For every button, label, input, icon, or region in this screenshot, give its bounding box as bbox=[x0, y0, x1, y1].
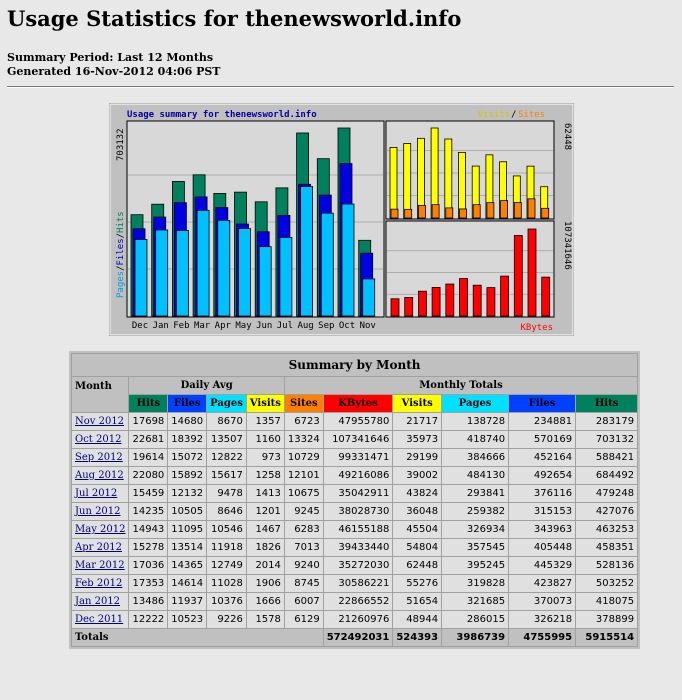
cell-d-visits: 1578 bbox=[247, 611, 284, 628]
cell-kbytes: 35042911 bbox=[324, 485, 393, 502]
sites-bar bbox=[487, 203, 494, 218]
cell-sites: 13324 bbox=[285, 431, 323, 448]
cell-d-visits: 1201 bbox=[247, 503, 284, 520]
cell-d-hits: 17353 bbox=[129, 575, 167, 592]
cell-d-hits: 13486 bbox=[129, 593, 167, 610]
cell-kbytes: 107341646 bbox=[324, 431, 393, 448]
kbytes-bar bbox=[391, 299, 399, 316]
cell-d-files: 12132 bbox=[168, 485, 206, 502]
table-row bbox=[72, 467, 637, 484]
daily-avg-header: Daily Avg bbox=[129, 377, 283, 394]
col-pages: Pages bbox=[442, 395, 508, 412]
cell-sites: 6283 bbox=[285, 521, 323, 538]
cell-d-pages: 8646 bbox=[207, 503, 246, 520]
sites-bar bbox=[418, 205, 425, 218]
cell-pages: 326934 bbox=[442, 521, 508, 538]
pages-bar bbox=[301, 187, 313, 316]
cell-sites: 9245 bbox=[285, 503, 323, 520]
sites-bar bbox=[432, 205, 439, 218]
cell-hits: 703132 bbox=[576, 431, 637, 448]
table-row bbox=[72, 575, 637, 592]
cell-visits: 45504 bbox=[393, 521, 441, 538]
sites-bar bbox=[501, 201, 508, 218]
cell-pages: 395245 bbox=[442, 557, 508, 574]
month-cell bbox=[72, 485, 128, 502]
cell-files: 376116 bbox=[509, 485, 575, 502]
month-header: Month bbox=[72, 377, 128, 412]
cell-pages: 321685 bbox=[442, 593, 508, 610]
table-row bbox=[72, 485, 637, 502]
cell-hits: 479248 bbox=[576, 485, 637, 502]
month-link[interactable]: Oct 2012 bbox=[75, 434, 122, 445]
pages-bar bbox=[239, 229, 251, 316]
cell-d-files: 14365 bbox=[168, 557, 206, 574]
cell-kbytes: 47955780 bbox=[324, 413, 393, 430]
cell-d-hits: 12222 bbox=[129, 611, 167, 628]
cell-d-pages: 10376 bbox=[207, 593, 246, 610]
month-link[interactable]: Dec 2011 bbox=[75, 614, 124, 625]
x-tick-label: Apr bbox=[214, 321, 231, 331]
cell-d-hits: 14943 bbox=[129, 521, 167, 538]
sites-bar bbox=[391, 209, 398, 218]
cell-d-files: 15072 bbox=[168, 449, 206, 466]
cell-d-files: 18392 bbox=[168, 431, 206, 448]
kbytes-bar bbox=[501, 276, 509, 316]
month-cell bbox=[72, 503, 128, 520]
kbytes-bar bbox=[405, 297, 413, 316]
cell-files: 326218 bbox=[509, 611, 575, 628]
cell-files: 370073 bbox=[509, 593, 575, 610]
cell-d-visits: 1258 bbox=[247, 467, 284, 484]
cell-files: 570169 bbox=[509, 431, 575, 448]
table-row bbox=[72, 557, 637, 574]
month-cell bbox=[72, 539, 128, 556]
x-tick-label: Sep bbox=[318, 321, 335, 331]
col-visits: Visits bbox=[393, 395, 441, 412]
visits-bar bbox=[459, 152, 466, 218]
cell-hits: 528136 bbox=[576, 557, 637, 574]
table-row bbox=[72, 431, 637, 448]
month-link[interactable]: Apr 2012 bbox=[75, 542, 123, 553]
x-tick-label: Nov bbox=[359, 321, 376, 331]
table-row bbox=[72, 593, 637, 610]
total-hits: 5915514 bbox=[576, 629, 637, 646]
cell-kbytes: 39433440 bbox=[324, 539, 393, 556]
x-tick-label: Jan bbox=[152, 321, 169, 331]
cell-visits: 21717 bbox=[393, 413, 441, 430]
total-visits: 524393 bbox=[393, 629, 441, 646]
cell-d-files: 10523 bbox=[168, 611, 206, 628]
visits-bar bbox=[404, 144, 411, 218]
month-link[interactable]: Jun 2012 bbox=[75, 506, 121, 517]
kbytes-bar bbox=[514, 235, 522, 316]
cell-visits: 36048 bbox=[393, 503, 441, 520]
cell-kbytes: 35272030 bbox=[324, 557, 393, 574]
col-hits: Hits bbox=[576, 395, 637, 412]
table-row bbox=[72, 413, 637, 430]
x-tick-label: Aug bbox=[297, 321, 314, 331]
col-daily-files: Files bbox=[168, 395, 206, 412]
cell-d-visits: 1413 bbox=[247, 485, 284, 502]
month-cell bbox=[72, 575, 128, 592]
cell-kbytes: 38028730 bbox=[324, 503, 393, 520]
sites-bar bbox=[405, 209, 412, 218]
cell-d-files: 11937 bbox=[168, 593, 206, 610]
cell-visits: 39002 bbox=[393, 467, 441, 484]
cell-d-files: 11095 bbox=[168, 521, 206, 538]
cell-visits: 51654 bbox=[393, 593, 441, 610]
cell-files: 234881 bbox=[509, 413, 575, 430]
month-cell bbox=[72, 521, 128, 538]
month-cell bbox=[72, 431, 128, 448]
cell-pages: 418740 bbox=[442, 431, 508, 448]
visits-axis-max: 62448 bbox=[562, 123, 572, 151]
cell-d-visits: 973 bbox=[247, 449, 284, 466]
sites-bar bbox=[473, 205, 480, 218]
pages-bar bbox=[135, 240, 147, 316]
cell-d-visits: 1467 bbox=[247, 521, 284, 538]
x-tick-label: May bbox=[235, 321, 252, 331]
cell-d-pages: 13507 bbox=[207, 431, 246, 448]
cell-visits: 55276 bbox=[393, 575, 441, 592]
col-sites: Sites bbox=[285, 395, 323, 412]
cell-d-files: 14614 bbox=[168, 575, 206, 592]
cell-pages: 259382 bbox=[442, 503, 508, 520]
chart-title: Usage summary for thenewsworld.info bbox=[127, 110, 317, 120]
cell-visits: 29199 bbox=[393, 449, 441, 466]
kbytes-bar bbox=[418, 291, 426, 316]
pages-bar bbox=[197, 210, 209, 316]
sites-bar bbox=[528, 199, 535, 218]
month-link[interactable]: Feb 2012 bbox=[75, 578, 123, 589]
kbytes-bar bbox=[446, 284, 454, 316]
month-link[interactable]: Aug 2012 bbox=[75, 470, 124, 481]
cell-pages: 293841 bbox=[442, 485, 508, 502]
cell-d-visits: 2014 bbox=[247, 557, 284, 574]
cell-hits: 684492 bbox=[576, 467, 637, 484]
total-kbytes: 572492031 bbox=[324, 629, 393, 646]
table-row bbox=[72, 611, 637, 628]
cell-d-pages: 9478 bbox=[207, 485, 246, 502]
cell-pages: 319828 bbox=[442, 575, 508, 592]
kbytes-axis-max: 107341646 bbox=[562, 221, 572, 270]
cell-sites: 10729 bbox=[285, 449, 323, 466]
cell-sites: 10675 bbox=[285, 485, 323, 502]
pages-bar bbox=[176, 230, 188, 316]
cell-d-pages: 9226 bbox=[207, 611, 246, 628]
month-link[interactable]: Nov 2012 bbox=[75, 416, 125, 427]
sites-bar bbox=[460, 209, 467, 218]
cell-d-hits: 19614 bbox=[129, 449, 167, 466]
cell-visits: 48944 bbox=[393, 611, 441, 628]
cell-visits: 62448 bbox=[393, 557, 441, 574]
kbytes-bar bbox=[460, 279, 468, 316]
cell-files: 452164 bbox=[509, 449, 575, 466]
x-tick-label: Feb bbox=[173, 321, 190, 331]
cell-d-hits: 17698 bbox=[129, 413, 167, 430]
kbytes-bar bbox=[542, 277, 550, 316]
month-cell bbox=[72, 593, 128, 610]
cell-kbytes: 46155188 bbox=[324, 521, 393, 538]
total-pages: 3986739 bbox=[442, 629, 508, 646]
left-axis-max: 703132 bbox=[116, 128, 126, 161]
total-files: 4755995 bbox=[509, 629, 575, 646]
col-daily-pages: Pages bbox=[207, 395, 246, 412]
cell-files: 445329 bbox=[509, 557, 575, 574]
pages-bar bbox=[259, 247, 271, 316]
cell-hits: 283179 bbox=[576, 413, 637, 430]
month-cell bbox=[72, 467, 128, 484]
cell-d-files: 10505 bbox=[168, 503, 206, 520]
col-daily-hits: Hits bbox=[129, 395, 167, 412]
cell-d-pages: 8670 bbox=[207, 413, 246, 430]
cell-d-pages: 10546 bbox=[207, 521, 246, 538]
cell-d-visits: 1357 bbox=[247, 413, 284, 430]
cell-files: 343963 bbox=[509, 521, 575, 538]
sites-bar bbox=[446, 208, 453, 218]
sites-legend: Sites bbox=[518, 110, 546, 120]
table-row bbox=[72, 503, 637, 520]
month-cell bbox=[72, 449, 128, 466]
cell-pages: 357545 bbox=[442, 539, 508, 556]
cell-d-files: 14680 bbox=[168, 413, 206, 430]
cell-hits: 458351 bbox=[576, 539, 637, 556]
cell-hits: 418075 bbox=[576, 593, 637, 610]
x-tick-label: Dec bbox=[131, 321, 149, 331]
pages-bar bbox=[156, 230, 168, 316]
cell-hits: 588421 bbox=[576, 449, 637, 466]
col-files: Files bbox=[509, 395, 575, 412]
cell-d-visits: 1826 bbox=[247, 539, 284, 556]
cell-sites: 6723 bbox=[285, 413, 323, 430]
cell-files: 492654 bbox=[509, 467, 575, 484]
cell-hits: 378899 bbox=[576, 611, 637, 628]
kbytes-bar bbox=[473, 285, 481, 316]
visits-bar bbox=[445, 139, 452, 218]
monthly-totals-header: Monthly Totals bbox=[285, 377, 637, 394]
cell-sites: 6129 bbox=[285, 611, 323, 628]
pages-bar bbox=[342, 204, 354, 316]
cell-sites: 8745 bbox=[285, 575, 323, 592]
totals-row bbox=[72, 629, 637, 646]
cell-d-visits: 1666 bbox=[247, 593, 284, 610]
month-cell bbox=[72, 611, 128, 628]
pages-bar bbox=[280, 237, 292, 316]
cell-files: 405448 bbox=[509, 539, 575, 556]
cell-d-visits: 1160 bbox=[247, 431, 284, 448]
cell-files: 423827 bbox=[509, 575, 575, 592]
cell-visits: 43824 bbox=[393, 485, 441, 502]
generated-date: Generated 16-Nov-2012 04:06 PST bbox=[7, 65, 221, 78]
cell-kbytes: 21260976 bbox=[324, 611, 393, 628]
cell-sites: 6007 bbox=[285, 593, 323, 610]
cell-d-hits: 15278 bbox=[129, 539, 167, 556]
cell-kbytes: 22866552 bbox=[324, 593, 393, 610]
kbytes-bar bbox=[528, 229, 536, 316]
cell-visits: 54804 bbox=[393, 539, 441, 556]
month-cell bbox=[72, 557, 128, 574]
cell-kbytes: 30586221 bbox=[324, 575, 393, 592]
sites-bar bbox=[542, 208, 549, 218]
cell-hits: 503252 bbox=[576, 575, 637, 592]
x-tick-label: Mar bbox=[193, 321, 211, 331]
x-tick-label: Jul bbox=[276, 321, 294, 331]
table-row bbox=[72, 521, 637, 538]
cell-hits: 427076 bbox=[576, 503, 637, 520]
col-daily-visits: Visits bbox=[247, 395, 284, 412]
left-axis-label: Pages/Files/Hits bbox=[116, 211, 126, 298]
summary-table bbox=[69, 351, 640, 649]
cell-d-hits: 15459 bbox=[129, 485, 167, 502]
pages-bar bbox=[321, 213, 333, 316]
cell-d-hits: 22080 bbox=[129, 467, 167, 484]
col-kbytes: KBytes bbox=[324, 395, 393, 412]
cell-sites: 7013 bbox=[285, 539, 323, 556]
x-tick-label: Jun bbox=[256, 321, 273, 331]
month-cell bbox=[72, 413, 128, 430]
sites-bar bbox=[514, 203, 521, 218]
cell-sites: 9240 bbox=[285, 557, 323, 574]
cell-d-pages: 12749 bbox=[207, 557, 246, 574]
table-row bbox=[72, 449, 637, 466]
cell-d-files: 13514 bbox=[168, 539, 206, 556]
summary-period: Summary Period: Last 12 Months bbox=[7, 51, 214, 64]
cell-kbytes: 99331471 bbox=[324, 449, 393, 466]
cell-sites: 12101 bbox=[285, 467, 323, 484]
pages-bar bbox=[363, 279, 375, 316]
cell-d-visits: 1906 bbox=[247, 575, 284, 592]
divider bbox=[7, 86, 674, 88]
cell-d-pages: 15617 bbox=[207, 467, 246, 484]
cell-pages: 286015 bbox=[442, 611, 508, 628]
cell-d-pages: 12822 bbox=[207, 449, 246, 466]
month-link[interactable]: Jul 2012 bbox=[75, 488, 118, 499]
month-link[interactable]: Sep 2012 bbox=[75, 452, 123, 463]
legend-slash: / bbox=[511, 110, 517, 120]
kbytes-bar bbox=[487, 288, 495, 316]
x-tick-label: Oct bbox=[338, 321, 356, 331]
visits-legend: Visits bbox=[477, 110, 510, 120]
cell-d-hits: 17036 bbox=[129, 557, 167, 574]
page-title: Usage Statistics for thenewsworld.info bbox=[7, 6, 462, 31]
cell-files: 315153 bbox=[509, 503, 575, 520]
table-title: Summary by Month bbox=[72, 354, 637, 376]
visits-bar bbox=[390, 147, 397, 218]
cell-d-files: 15892 bbox=[168, 467, 206, 484]
cell-kbytes: 49216086 bbox=[324, 467, 393, 484]
month-link[interactable]: Mar 2012 bbox=[75, 560, 125, 571]
kbytes-legend: KBytes bbox=[520, 323, 553, 333]
cell-hits: 463253 bbox=[576, 521, 637, 538]
cell-pages: 384666 bbox=[442, 449, 508, 466]
kbytes-bar bbox=[432, 287, 440, 316]
usage-chart bbox=[109, 103, 574, 336]
cell-d-hits: 14235 bbox=[129, 503, 167, 520]
cell-visits: 35973 bbox=[393, 431, 441, 448]
month-link[interactable]: May 2012 bbox=[75, 524, 126, 535]
cell-pages: 138728 bbox=[442, 413, 508, 430]
cell-d-pages: 11918 bbox=[207, 539, 246, 556]
cell-pages: 484130 bbox=[442, 467, 508, 484]
pages-bar bbox=[218, 220, 230, 316]
cell-d-pages: 11028 bbox=[207, 575, 246, 592]
table-row bbox=[72, 539, 637, 556]
cell-d-hits: 22681 bbox=[129, 431, 167, 448]
month-link[interactable]: Jan 2012 bbox=[75, 596, 121, 607]
totals-label: Totals bbox=[72, 629, 323, 646]
